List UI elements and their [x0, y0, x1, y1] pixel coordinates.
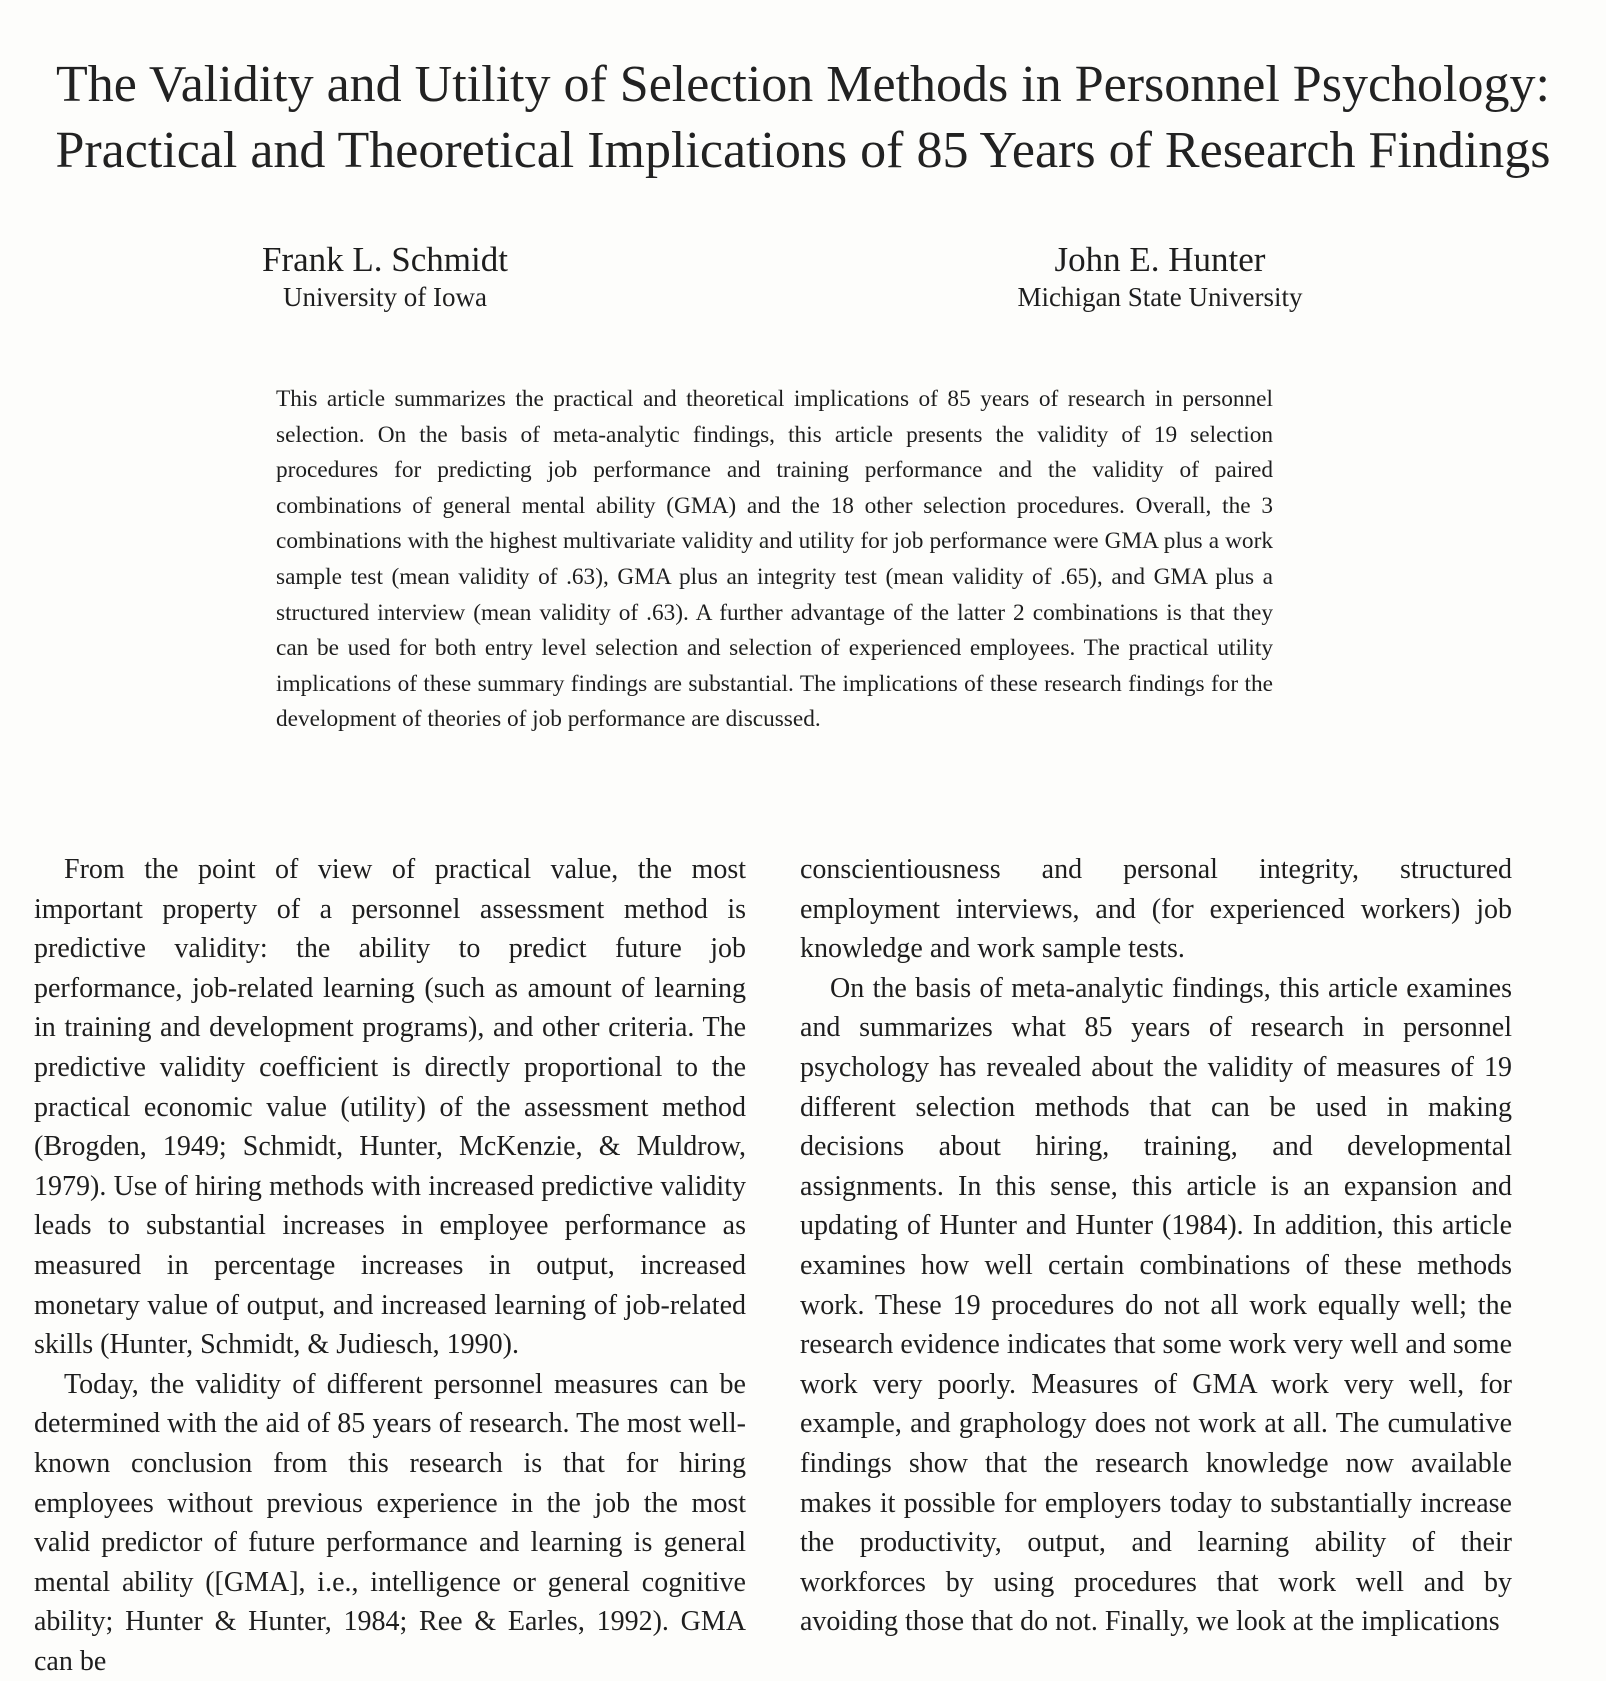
body-paragraph: On the basis of meta-analytic findings, this article examines and summarizes what 85 years of research in personnel psychology has revealed about the validity of measures of 19 different selection methods that can be used in making decisions about hiring, training, and developmental assignments. In this sense, this article is an expansion and updating of Hunter and Hunter (1984). In addition, this article examines how well certain combinations of these methods work. These 19 procedures do not all work equally well; the research evidence indicates that some work very well and some work very poorly. Measures of GMA work very well, for example, and graphology does not work at all. The cumulative findings show that the research knowledge now available makes it possible for employers today to substantially increase the productivity, output, and learning ability of their workforces by using procedures that work well and by avoiding those that do not. Finally, we look at the implications	[800, 972, 1512, 1638]
author-name: John E. Hunter	[1054, 240, 1266, 279]
author-block-2	[1000, 240, 1320, 314]
body-column-right	[800, 850, 1512, 1642]
body-paragraph: From the point of view of practical value, the most important property of a personnel assessment method is predictive validity: the ability to predict future job performance, job-related learning (such as amount of learning in training and development programs), and other criteria. The predictive validity coefficient is directly proportional to the practical economic value (utility) of the assessment method (Brogden, 1949; Schmidt, Hunter, McKenzie, & Muldrow, 1979). Use of hiring methods with increased predictive validity leads to substantial increases in employee performance as measured in percentage increases in output, increased monetary value of output, and increased learning of job-related skills (Hunter, Schmidt, & Judiesch, 1990).	[34, 854, 746, 1361]
body-column-left	[34, 850, 746, 1681]
author-affiliation: Michigan State University	[1017, 282, 1303, 312]
body-paragraph: conscientiousness and personal integrity, structured employment interviews, and (for experienced workers) job knowledge and work sample tests.	[800, 854, 1512, 965]
author-affiliation: University of Iowa	[283, 282, 487, 312]
article-title	[0, 52, 1606, 184]
author-block-1	[255, 240, 515, 314]
article-title-line-2: Practical and Theoretical Implications of 85 Years of Research Findings	[55, 122, 1551, 179]
author-name: Frank L. Schmidt	[262, 240, 508, 279]
abstract: This article summarizes the practical and theoretical implications of 85 years of research in personnel selection. On the basis of meta-analytic findings, this article presents the validity of 19 selection procedures for predicting job performance and training performance and the validity of paired combinations of general mental ability (GMA) and the 18 other selection procedures. Overall, the 3 combinations with the highest multivariate validity and utility for job performance were GMA plus a work sample test (mean validity of .63), GMA plus an integrity test (mean validity of .65), and GMA plus a structured interview (mean validity of .63). A further advantage of the latter 2 combinations is that they can be used for both entry level selection and selection of experienced employees. The practical utility implications of these summary findings are substantial. The implications of these research findings for the development of theories of job performance are discussed.	[276, 386, 1273, 733]
article-title-line-1: The Validity and Utility of Selection Methods in Personnel Psychology:	[56, 56, 1550, 113]
body-paragraph: Today, the validity of different personnel measures can be determined with the aid of 85 years of research. The most well-known conclusion from this research is that for hiring employees without previous experience in the job the most valid predictor of future performance and learning is general mental ability ([GMA], i.e., intelligence or general cognitive ability; Hunter & Hunter, 1984; Ree & Earles, 1992). GMA can be	[34, 1368, 746, 1677]
